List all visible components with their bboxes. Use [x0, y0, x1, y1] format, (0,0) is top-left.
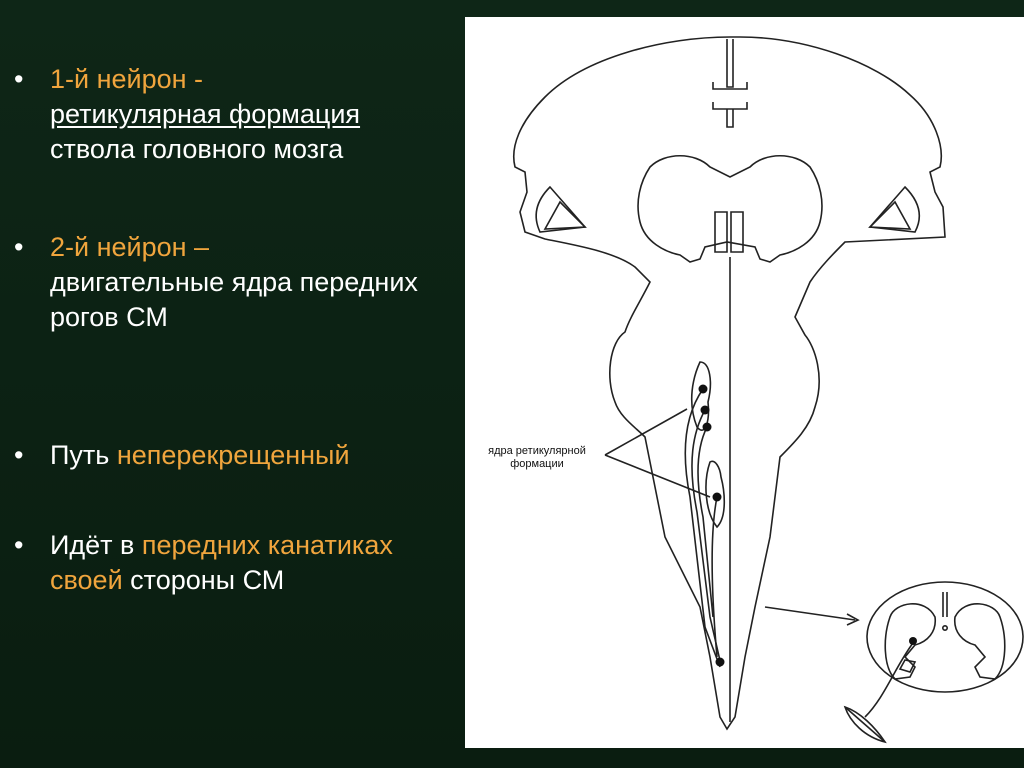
bullet-marker: •	[14, 64, 24, 94]
anterior-funiculi-text: передних канатиках своей	[50, 530, 393, 595]
brainstem-diagram	[465, 17, 1024, 748]
motor-nuclei-text: двигательные ядра передних рогов СМ	[50, 267, 418, 332]
path-label: Путь	[50, 440, 117, 470]
first-neuron-heading: 1-й нейрон -	[50, 64, 204, 94]
goes-in-label: Идёт в	[50, 530, 142, 560]
own-side-text: стороны СМ	[122, 565, 285, 595]
reticular-nuclei-label-line2: формации	[510, 458, 564, 470]
reticular-formation-text: ретикулярная формация	[50, 99, 361, 129]
second-neuron-heading: 2-й нейрон –	[50, 232, 210, 262]
bullet-marker: •	[14, 530, 24, 560]
bullet-marker: •	[14, 232, 24, 262]
reticular-nuclei-label	[477, 445, 597, 471]
brainstem-text: ствола головного мозга	[50, 134, 344, 164]
bullet-marker: •	[14, 440, 24, 470]
reticular-nuclei-label-line1: ядра ретикулярной	[488, 445, 586, 457]
uncrossed-text: неперекрещенный	[116, 440, 350, 470]
brainstem-drawing	[465, 17, 1024, 748]
